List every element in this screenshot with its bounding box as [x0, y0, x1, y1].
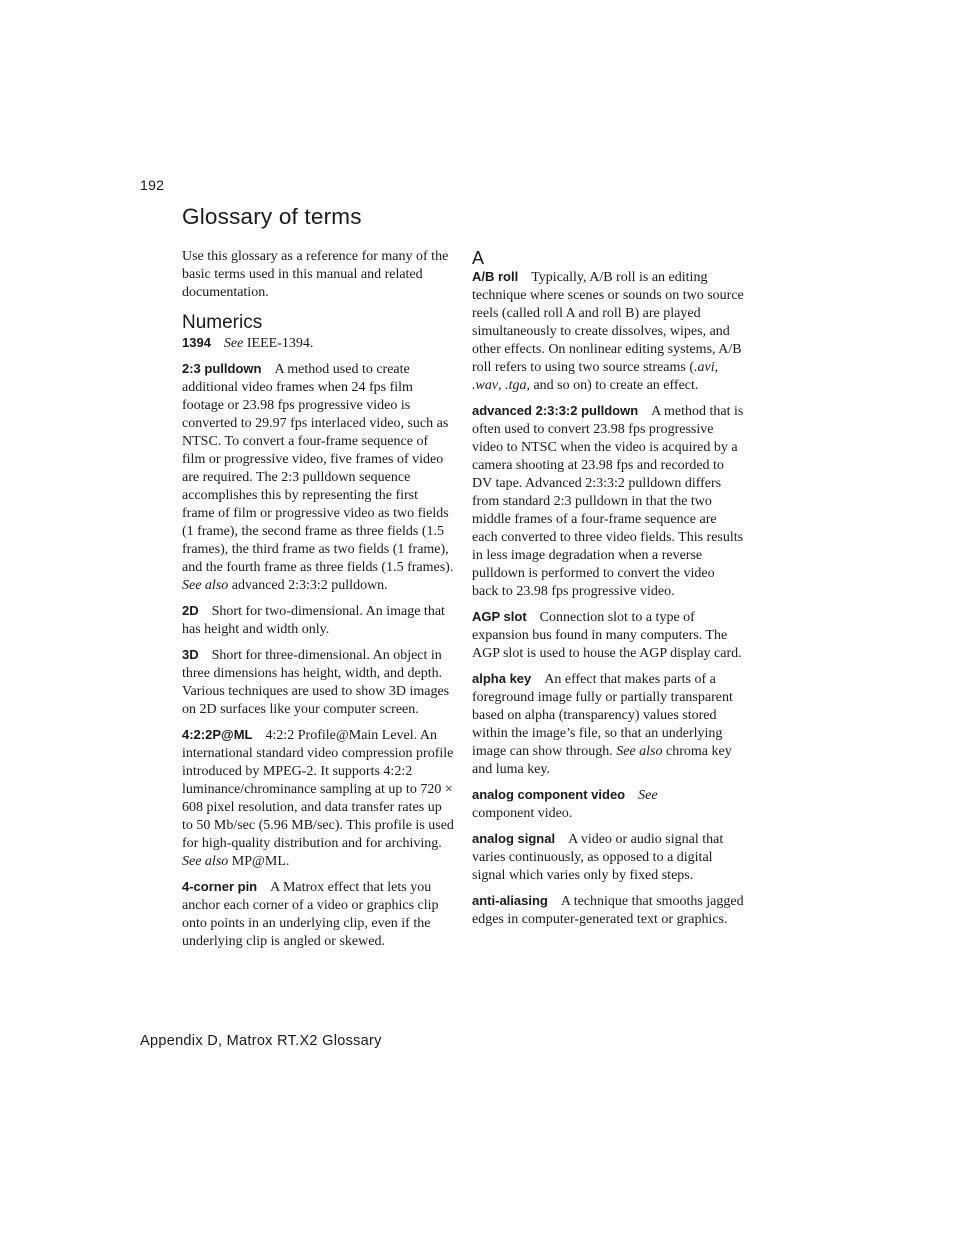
glossary-entry-2-3-pulldown — [182, 360, 454, 595]
entry-definition-tail: , and so on) to create an effect. — [526, 378, 699, 393]
entry-definition-tail: advanced 2:3:3:2 pulldown. — [228, 578, 388, 593]
entry-definition: A video or audio signal that varies continuously, as opposed to a digital signal which varies only by fixed steps. — [472, 832, 724, 883]
entry-definition: A method used to create additional video frames when 24 fps film footage or 23.98 fps progressive video is converted to 29.97 fps interlaced video, such as NTSC. To convert a four-frame sequence of film or progressive video, five frames of video are required. The 2:3 pulldown sequence accomplishes this by representing the first frame of film or progressive video as two fields (1 frame), the second frame as three fields (1.5 frames), the third frame as two fields (1 frame), and the fourth frame as three fields (1.5 frames). — [182, 362, 454, 575]
entry-definition-tail: MP@ML. — [228, 854, 290, 869]
glossary-entry-analog-component-video — [472, 786, 744, 823]
entry-term: AGP slot — [472, 609, 527, 624]
entry-definition: A technique that smooths jagged edges in computer-generated text or graphics. — [472, 894, 744, 927]
see-also-reference: See also — [182, 578, 229, 593]
entry-definition: Typically, A/B roll is an editing technique where scenes or sounds on two source reels (called roll A and roll B) are played simultaneously to create dissolves, wipes, and other effects. On nonlinear editing systems, A/B roll refers to using two source streams ( — [472, 270, 744, 375]
see-reference: See — [223, 336, 244, 351]
glossary-entry-anti-aliasing — [472, 892, 744, 929]
glossary-entry-4-corner-pin — [182, 878, 454, 951]
entry-definition: A method that is often used to convert 23.98 fps progressive video to NTSC when the video is acquired by a camera shooting at 23.98 fps and recorded to DV tape. Advanced 2:3:3:2 pulldown differs from standard 2:3 pulldown in that the two middle frames of a four-frame sequence are each converted to three video fields. This results in less image degradation when a reverse pulldown is performed to convert the video back to 23.98 fps progressive video. — [472, 404, 744, 599]
entry-term: advanced 2:3:3:2 pulldown — [472, 403, 639, 418]
entry-term: 4:2:2P@ML — [182, 727, 253, 742]
glossary-entry-1394 — [182, 334, 454, 353]
right-column — [472, 248, 744, 936]
entry-term: analog signal — [472, 831, 556, 846]
intro-paragraph: Use this glossary as a reference for many of the basic terms used in this manual and related documentation. — [182, 249, 449, 300]
entry-term: 2:3 pulldown — [182, 361, 262, 376]
entry-definition: An effect that makes parts of a foreground image fully or partially transparent based on alpha (transparency) values stored within the image’s file, so that an underlying image can show through. — [472, 672, 733, 759]
section-heading-a: A — [472, 248, 485, 268]
entry-term: A/B roll — [472, 269, 519, 284]
separator: , — [498, 378, 506, 393]
see-also-reference: See also — [182, 854, 229, 869]
entry-term: anti-aliasing — [472, 893, 548, 908]
glossary-entry-ab-roll — [472, 268, 744, 395]
entry-definition: IEEE-1394. — [243, 336, 314, 351]
glossary-entry-agp-slot — [472, 608, 744, 663]
glossary-entry-3d — [182, 646, 454, 719]
separator: , — [714, 360, 719, 375]
entry-definition: Short for three-dimensional. An object in three dimensions has height, width, and depth. Various techniques are used to show 3D images on 2D surfaces like your computer screen. — [182, 648, 450, 717]
entry-definition: Connection slot to a type of expansion bus found in many computers. The AGP slot is used to house the AGP display card. — [472, 610, 742, 661]
entry-term: 2D — [182, 603, 199, 618]
section-heading-numerics: Numerics — [182, 312, 263, 333]
entry-definition: A Matrox effect that lets you anchor each corner of a video or graphics clip onto points in an underlying clip, even if the underlying clip is angled or skewed. — [182, 880, 439, 949]
entry-term: 4-corner pin — [182, 879, 258, 894]
page-footer: Appendix D, Matrox RT.X2 Glossary — [140, 1033, 382, 1049]
glossary-entry-alpha-key — [472, 670, 744, 779]
entry-definition: Short for two-dimensional. An image that has height and width only. — [182, 604, 445, 637]
entry-term: alpha key — [472, 671, 532, 686]
glossary-entry-advanced-2332-pulldown — [472, 402, 744, 601]
left-column — [182, 248, 454, 958]
glossary-entry-analog-signal — [472, 830, 744, 885]
see-also-reference: See also — [616, 744, 663, 759]
entry-definition-tail: chroma key and luma key. — [472, 744, 732, 777]
entry-term: 1394 — [182, 335, 211, 350]
see-reference: See — [638, 788, 658, 803]
entry-term: 3D — [182, 647, 199, 662]
page-title: Glossary of terms — [182, 204, 362, 229]
glossary-entry-2d — [182, 602, 454, 639]
file-extension-tga: .tga — [505, 378, 527, 393]
file-extension-wav: .wav — [472, 378, 499, 393]
entry-definition: 4:2:2 Profile@Main Level. An international standard video compression profile introduced by MPEG-2. It supports 4:2:2 luminance/chrominance sampling at up to 720 × 608 pixel resolution, and data transfer rates up to 50 Mb/sec (5.96 MB/sec). This profile is used for high-quality distribution and for archiving. — [182, 728, 454, 851]
entry-definition: component video. — [472, 806, 573, 821]
glossary-entry-422p-ml — [182, 726, 454, 871]
entry-term: analog component video — [472, 787, 626, 802]
file-extension-avi: .avi — [694, 360, 715, 375]
page-number: 192 — [140, 177, 165, 193]
